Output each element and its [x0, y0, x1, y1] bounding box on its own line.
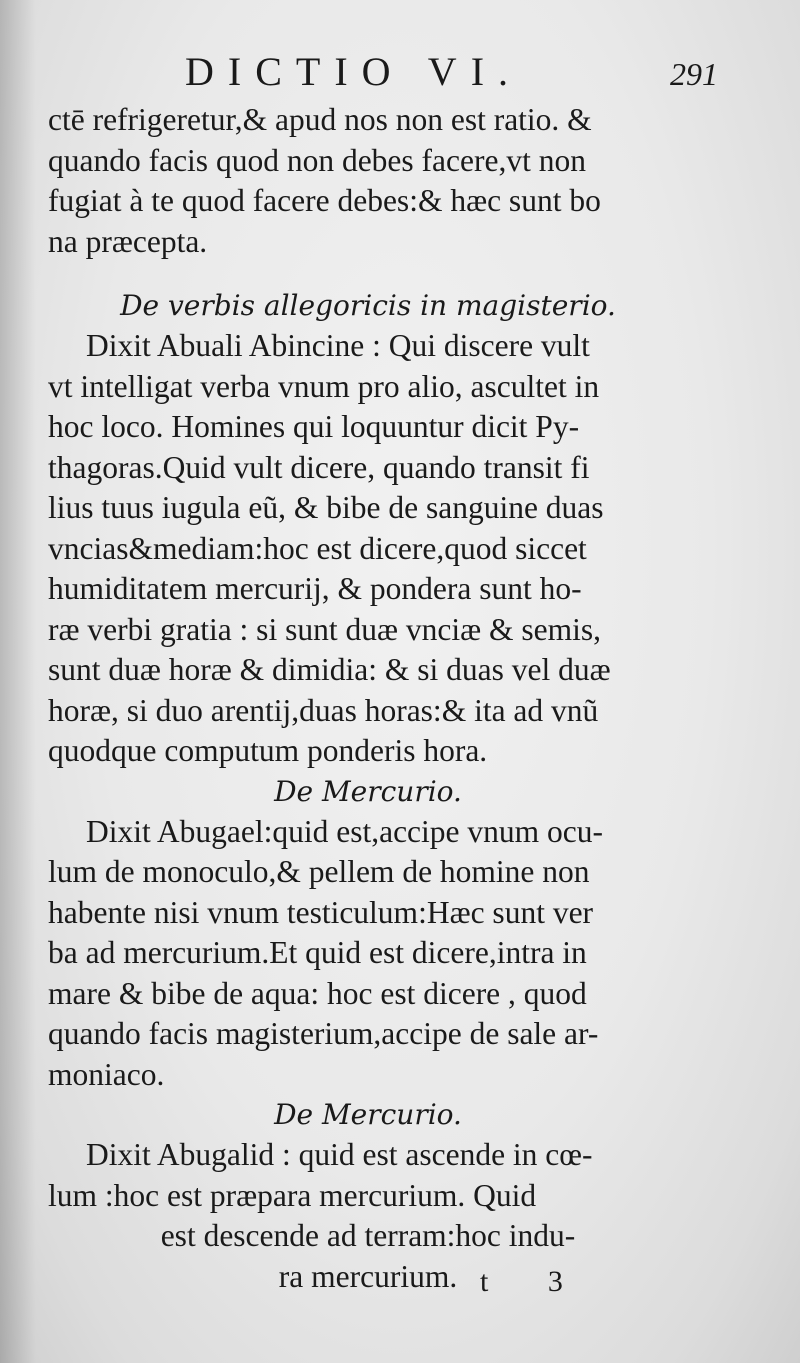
text-line: moniaco.: [48, 1056, 165, 1092]
text-line: ræ verbi gratia : si sunt duæ vnciæ & semis,: [48, 611, 601, 647]
text-line: Dixit Abugael:quid est,accipe vnum ocu-: [86, 813, 603, 849]
text-line: humiditatem mercurij, & pondera sunt ho-: [48, 571, 582, 606]
page-number: 291: [670, 56, 718, 92]
text-line: lius tuus iugula eũ, & bibe de sanguine duas: [48, 490, 604, 525]
section-heading-allegorical: De verbis allegoricis in magisterio.: [120, 289, 616, 322]
section-heading-mercurio-1: De Mercurio.: [274, 774, 462, 808]
paragraph-continuation: [48, 100, 688, 262]
text-line: quando facis quod non debes facere,vt non: [48, 142, 586, 178]
text-line: mare & bibe de aqua: hoc est dicere , quod: [48, 975, 587, 1011]
text-line: quando facis magisterium,accipe de sale ar-: [48, 1016, 599, 1051]
paragraph-abugael: [48, 812, 688, 1096]
signature-mark: t 3: [480, 1265, 589, 1298]
text-line: ba ad mercurium.Et quid est dicere,intra in: [48, 935, 587, 970]
text-line: lum de monoculo,& pellem de homine non: [48, 854, 590, 889]
text-block: [48, 100, 688, 1297]
text-line: na præcepta.: [48, 223, 208, 259]
text-line: thagoras.Quid vult dicere, quando transit fi: [48, 449, 590, 485]
text-line: vncias&mediam:hoc est dicere,quod siccet: [48, 530, 587, 566]
text-line: ctē refrigeretur,& apud nos non est ratio. &: [48, 102, 592, 137]
paragraph-abuali: [48, 326, 688, 772]
text-line: horæ, si duo arentij,duas horas:& ita ad vnũ: [48, 692, 599, 728]
text-line: sunt duæ horæ & dimidia: & si duas vel duæ: [48, 652, 611, 687]
text-line: quodque computum ponderis hora.: [48, 733, 488, 768]
text-line: est descende ad terram:hoc indu-: [160, 1218, 576, 1253]
text-line: vt intelligat verba vnum pro alio, ascultet in: [48, 368, 600, 404]
section-heading-mercurio-2: De Mercurio.: [274, 1098, 462, 1131]
text-line: Dixit Abugalid : quid est ascende in cœ-: [86, 1137, 593, 1172]
text-line: lum :hoc est præpara mercurium. Quid: [48, 1177, 537, 1213]
text-line: fugiat à te quod facere debes:& hæc sunt bo: [48, 183, 601, 218]
text-line: habente nisi vnum testiculum:Hæc sunt ver: [48, 894, 594, 930]
paragraph-abugalid: [48, 1135, 688, 1297]
running-title: DICTIO VI.: [185, 49, 523, 94]
text-line: Dixit Abuali Abincine : Qui discere vult: [86, 328, 590, 363]
running-head: [60, 46, 760, 98]
text-line: hoc loco. Homines qui loquuntur dicit Py-: [48, 409, 580, 444]
text-line: ra mercurium.: [278, 1258, 458, 1294]
